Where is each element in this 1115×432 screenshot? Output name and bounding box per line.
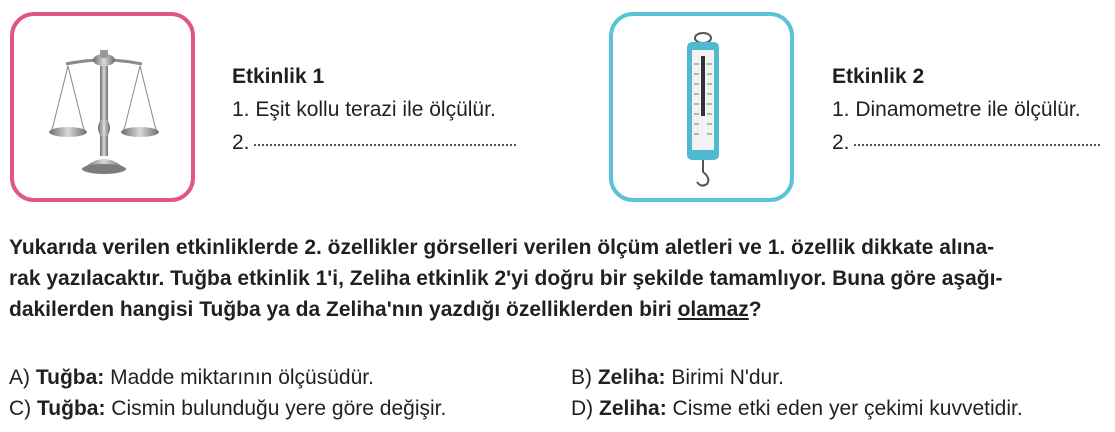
option-letter: A) — [9, 366, 30, 389]
activity-1-item-2-number: 2. — [232, 131, 250, 154]
option-c[interactable] — [9, 395, 446, 423]
option-name: Tuğba: — [35, 366, 105, 389]
dynamometer-icon — [613, 16, 790, 198]
balance-scale-icon — [14, 16, 191, 198]
question-stem — [9, 232, 1107, 325]
option-b[interactable] — [571, 364, 784, 392]
underlined-keyword: olamaz — [677, 298, 749, 321]
option-name: Zeliha: — [599, 397, 667, 420]
activity-1 — [232, 60, 516, 159]
question-line-1: Yukarıda verilen etkinliklerde 2. özellikler görselleri verilen ölçüm aletleri ve 1. özellik dikkate alına- — [9, 236, 995, 259]
balance-scale-card — [10, 12, 195, 202]
option-letter: C) — [9, 397, 32, 420]
question-line-3-text: dakilerden hangisi Tuğba ya da Zeliha'nın yazdığı özelliklerden biri — [9, 298, 678, 321]
activity-2-item-1: 1. Dinamometre ile ölçülür. — [832, 98, 1081, 121]
option-a[interactable] — [9, 364, 374, 392]
activity-2-item-2-number: 2. — [832, 131, 850, 154]
question-line-2: rak yazılacaktır. Tuğba etkinlik 1'i, Zeliha etkinlik 2'yi doğru bir şekilde tamamlıyor. Buna göre aşağı- — [9, 267, 1003, 290]
answer-blank-line — [254, 143, 516, 146]
activity-2-item-2 — [832, 126, 1100, 159]
activity-1-item-2 — [232, 126, 516, 159]
answer-blank-line — [854, 143, 1100, 146]
activity-2 — [832, 60, 1100, 159]
option-name: Tuğba: — [37, 397, 106, 420]
option-letter: B) — [571, 366, 592, 389]
option-text: Cismin bulunduğu yere göre değişir. — [111, 397, 447, 420]
activity-1-item-1: 1. Eşit kollu terazi ile ölçülür. — [232, 98, 496, 121]
dynamometer-card — [609, 12, 794, 202]
option-name: Zeliha: — [597, 366, 666, 389]
option-text: Cisme etki eden yer çekimi kuvvetidir. — [672, 397, 1023, 420]
activity-1-title: Etkinlik 1 — [232, 65, 325, 88]
option-text: Birimi N'dur. — [671, 366, 784, 389]
option-text: Madde miktarının ölçüsüdür. — [110, 366, 374, 389]
option-d[interactable] — [571, 395, 1023, 423]
option-letter: D) — [571, 397, 594, 420]
question-mark: ? — [748, 298, 762, 321]
question-line-3 — [9, 294, 1107, 325]
activity-2-title: Etkinlik 2 — [832, 65, 925, 88]
